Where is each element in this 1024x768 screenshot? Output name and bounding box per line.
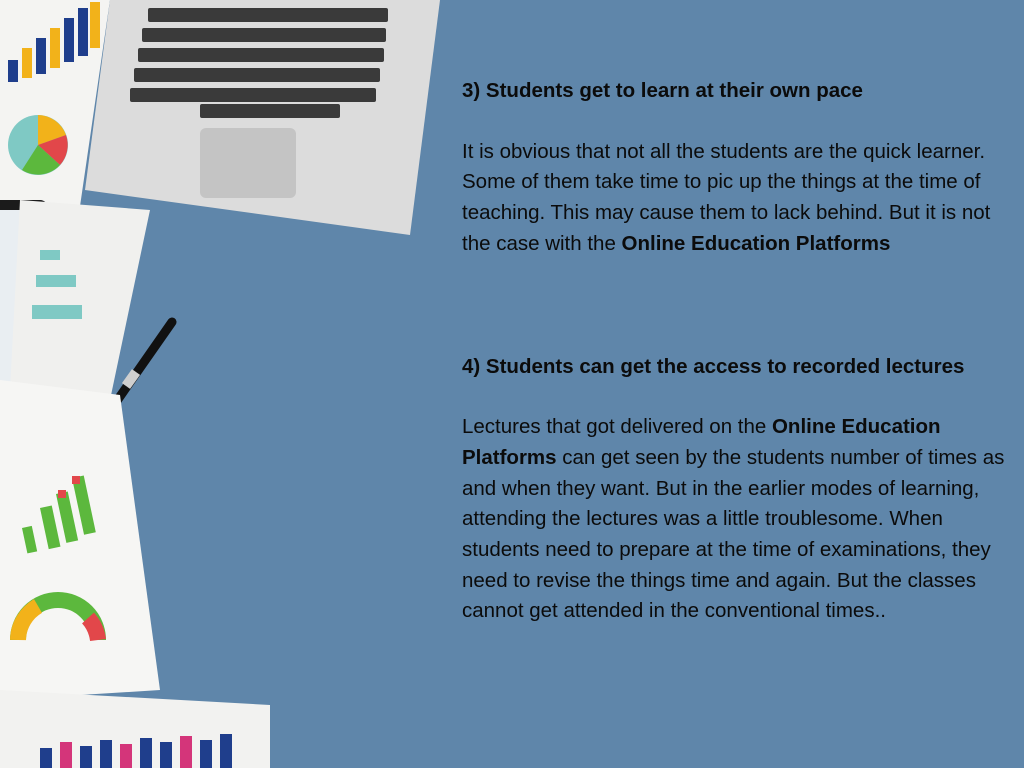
report-paper-middle <box>10 200 150 400</box>
report-paper-bottom <box>0 380 160 700</box>
pie-chart-icon <box>8 115 68 175</box>
trackpad <box>200 128 296 198</box>
desk-illustration <box>0 0 470 768</box>
section-3-paragraph <box>462 137 1014 260</box>
section-3-text: It is obvious that not all the students are the quick learner. Some of them take time to pic up the things at the time of teaching. This may cause them to lack behind. But it is not the case with the <box>462 139 991 255</box>
section-3-heading: 3) Students get to learn at their own pace <box>462 79 863 102</box>
section-4-text-after: can get seen by the students number of times as and when they want. But in the earlier modes of learning, attending the lectures was a little troublesome. When students need to prepare at the time of examinations, they need to revise the things time and again. But the classes cannot get attended in the conventional times.. <box>462 445 1005 623</box>
section-4-bold: Online Education Platforms <box>462 415 941 469</box>
section-4-text-before: Lectures that got delivered on the <box>462 415 772 439</box>
section-4-heading: 4) Students can get the access to recorded lectures <box>462 354 965 378</box>
slide-text <box>462 76 1014 627</box>
section-4-paragraph <box>462 412 1014 627</box>
laptop-icon <box>85 0 440 235</box>
section-3-bold-link: Online Education Platforms <box>621 231 891 255</box>
report-paper-footer <box>0 690 270 768</box>
